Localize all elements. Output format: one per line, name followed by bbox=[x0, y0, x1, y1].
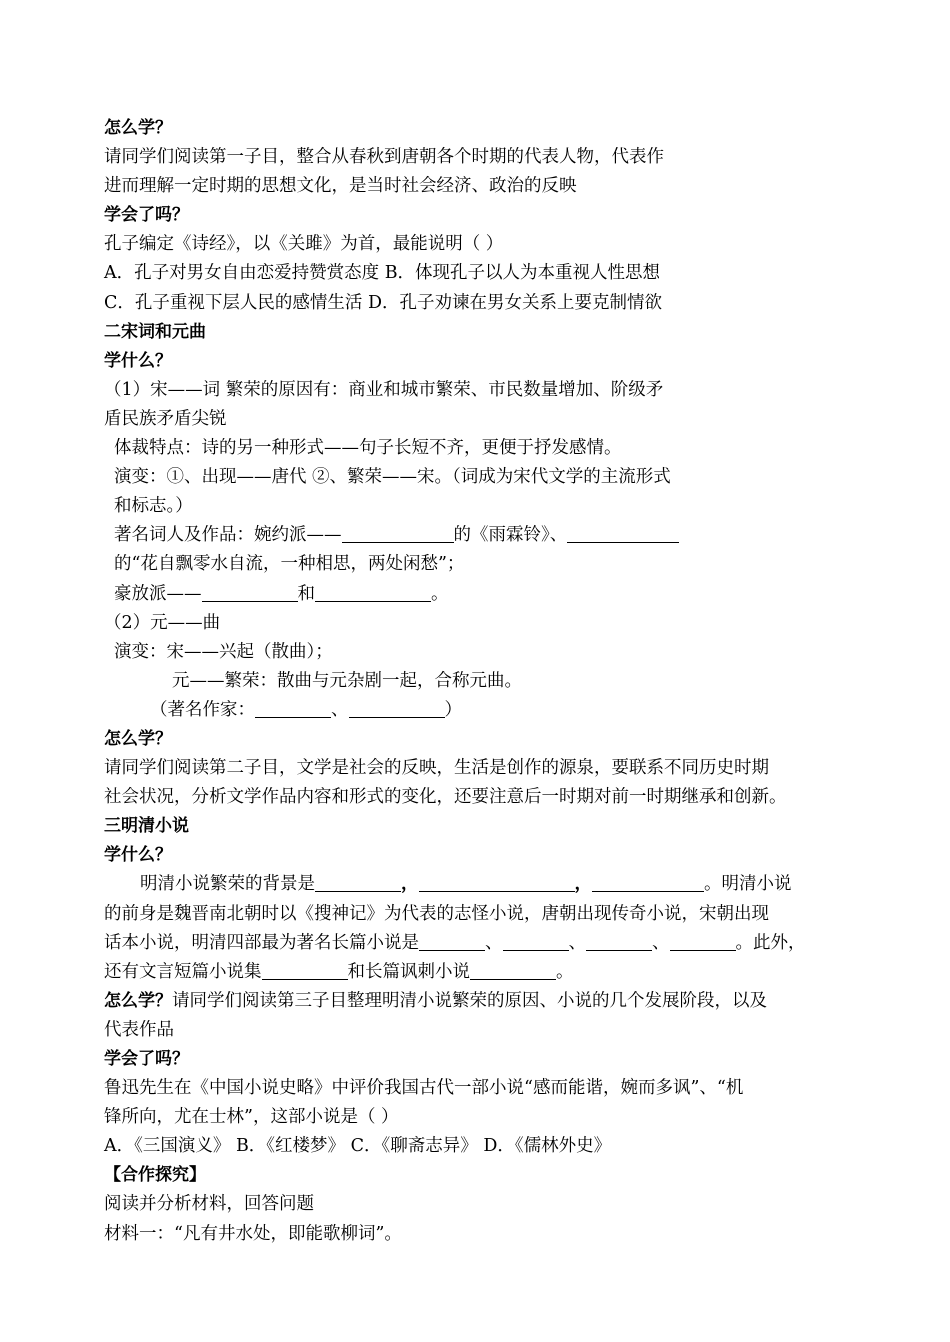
content-line: 体裁特点：诗的另一种形式——句子长短不齐，更便于抒发感情。 bbox=[114, 438, 622, 459]
content-line: 元——繁荣：散曲与元杂剧一起，合称元曲。 bbox=[172, 670, 522, 691]
fill-in-line bbox=[104, 696, 864, 725]
question-text: 鲁迅先生在《中国小说史略》中评价我国古代一部小说“感而能谐，婉而多讽”、“机 bbox=[104, 1078, 744, 1099]
fill-in-text: 、 bbox=[568, 932, 586, 953]
answer-blank[interactable] bbox=[315, 581, 431, 602]
material-text: 材料一：“凡有井水处，即能歌柳词”。 bbox=[104, 1223, 402, 1244]
fill-in-prefix: 还有文言短篇小说集 bbox=[104, 961, 262, 982]
question-options: A．《三国演义》 B．《红楼梦》 C．《聊斋志异》 D．《儒林外史》 bbox=[104, 1136, 612, 1157]
content-line: （2）元——曲 bbox=[104, 612, 221, 633]
content-line: （1）宋——词 繁荣的原因有：商业和城市繁荣、市民数量增加、阶级矛 bbox=[104, 379, 664, 400]
how-to-learn-text: 请同学们阅读第一子目，整合从春秋到唐朝各个时期的代表人物，代表作 bbox=[104, 147, 664, 168]
fill-in-text: ， bbox=[574, 874, 592, 895]
fill-in-text: 。此外， bbox=[735, 932, 806, 953]
content-line: 演变：①、出现——唐代 ②、繁荣——宋。（词成为宋代文学的主流形式 bbox=[114, 467, 671, 488]
fill-in-prefix: 明清小说繁荣的背景是 bbox=[140, 874, 315, 895]
answer-blank[interactable] bbox=[592, 871, 704, 892]
fill-in-line bbox=[104, 870, 864, 899]
fill-in-text: 。 bbox=[431, 583, 449, 604]
content-line: 盾民族矛盾尖锐 bbox=[104, 408, 227, 429]
answer-blank[interactable] bbox=[262, 959, 348, 980]
fill-in-text: 。明清小说 bbox=[704, 874, 792, 895]
answer-blank[interactable] bbox=[419, 930, 485, 951]
fill-in-text: 。 bbox=[556, 961, 574, 982]
answer-blank[interactable] bbox=[567, 522, 679, 543]
content-line: 的前身是魏晋南北朝时以《搜神记》为代表的志怪小说，唐朝出现传奇小说，宋朝出现 bbox=[104, 903, 769, 924]
answer-blank[interactable] bbox=[255, 697, 331, 718]
content-line: 的“花自飘零水自流，一种相思，两处闲愁”； bbox=[114, 554, 465, 575]
question-options: C．孔子重视下层人民的感情生活 D．孔子劝谏在男女关系上要克制情欲 bbox=[104, 292, 662, 313]
how-to-learn-text: 请同学们阅读第三子目整理明清小说繁荣的原因、小说的几个发展阶段，以及 bbox=[172, 990, 767, 1011]
question-options: A．孔子对男女自由恋爱持赞赏态度 B．体现孔子以人为本重视人性思想 bbox=[104, 263, 661, 284]
answer-blank[interactable] bbox=[342, 522, 454, 543]
fill-in-line bbox=[104, 958, 864, 987]
how-to-learn-line bbox=[104, 987, 864, 1016]
fill-in-text: 和 bbox=[297, 583, 315, 604]
fill-in-text: 、 bbox=[652, 932, 670, 953]
fill-in-text: 的《雨霖铃》、 bbox=[453, 525, 568, 546]
learned-heading-1: 学会了吗？ bbox=[104, 205, 189, 226]
answer-blank[interactable] bbox=[202, 581, 298, 602]
how-to-learn-heading-2: 怎么学？ bbox=[104, 728, 172, 749]
fill-in-prefix: 豪放派—— bbox=[114, 583, 202, 604]
fill-in-prefix: （著名作家： bbox=[150, 699, 255, 720]
fill-in-line bbox=[104, 929, 864, 958]
answer-blank[interactable] bbox=[470, 959, 556, 980]
fill-in-text: 、 bbox=[485, 932, 503, 953]
content-line: 和标志。） bbox=[114, 496, 193, 517]
what-to-learn-heading-3: 学什么？ bbox=[104, 845, 172, 866]
how-to-learn-text: 请同学们阅读第二子目，文学是社会的反映，生活是创作的源泉，要联系不同历史时期 bbox=[104, 758, 769, 779]
question-text: 孔子编定《诗经》，以《关雎》为首，最能说明（ ） bbox=[104, 234, 504, 255]
section-title-song-yuan: 二宋词和元曲 bbox=[104, 321, 206, 342]
fill-in-line bbox=[104, 580, 864, 609]
how-to-learn-text: 进而理解一定时期的思想文化，是当时社会经济、政治的反映 bbox=[104, 176, 577, 197]
fill-in-text: 和长篇讽刺小说 bbox=[347, 961, 470, 982]
answer-blank[interactable] bbox=[670, 930, 736, 951]
answer-blank[interactable] bbox=[419, 871, 575, 892]
section-title-ming-qing: 三明清小说 bbox=[104, 816, 189, 837]
how-to-learn-text: 社会状况，分析文学作品内容和形式的变化，还要注意后一时期对前一时期继承和创新。 bbox=[104, 787, 787, 808]
document-body bbox=[104, 114, 864, 1249]
fill-in-prefix: 著名词人及作品：婉约派—— bbox=[114, 525, 342, 546]
fill-in-line bbox=[104, 521, 864, 550]
how-to-learn-heading-1: 怎么学？ bbox=[104, 118, 172, 138]
how-to-learn-heading-3: 怎么学？ bbox=[104, 990, 172, 1011]
what-to-learn-heading-2: 学什么？ bbox=[104, 350, 172, 371]
fill-in-text: ） bbox=[444, 699, 462, 720]
answer-blank[interactable] bbox=[586, 930, 652, 951]
learned-heading-3: 学会了吗？ bbox=[104, 1049, 189, 1069]
answer-blank[interactable] bbox=[315, 871, 401, 892]
how-to-learn-text: 代表作品 bbox=[104, 1019, 174, 1040]
fill-in-prefix: 话本小说，明清四部最为著名长篇小说是 bbox=[104, 932, 419, 953]
content-line: 演变：宋——兴起（散曲）； bbox=[114, 641, 333, 662]
answer-blank[interactable] bbox=[349, 697, 445, 718]
fill-in-text: ， bbox=[401, 874, 419, 895]
section-title-cooperative-inquiry: 【合作探究】 bbox=[104, 1165, 206, 1186]
question-text: 锋所向，尤在士林”，这部小说是（ ） bbox=[104, 1107, 399, 1128]
instruction-text: 阅读并分析材料，回答问题 bbox=[104, 1194, 314, 1215]
answer-blank[interactable] bbox=[503, 930, 569, 951]
fill-in-text: 、 bbox=[331, 699, 349, 720]
